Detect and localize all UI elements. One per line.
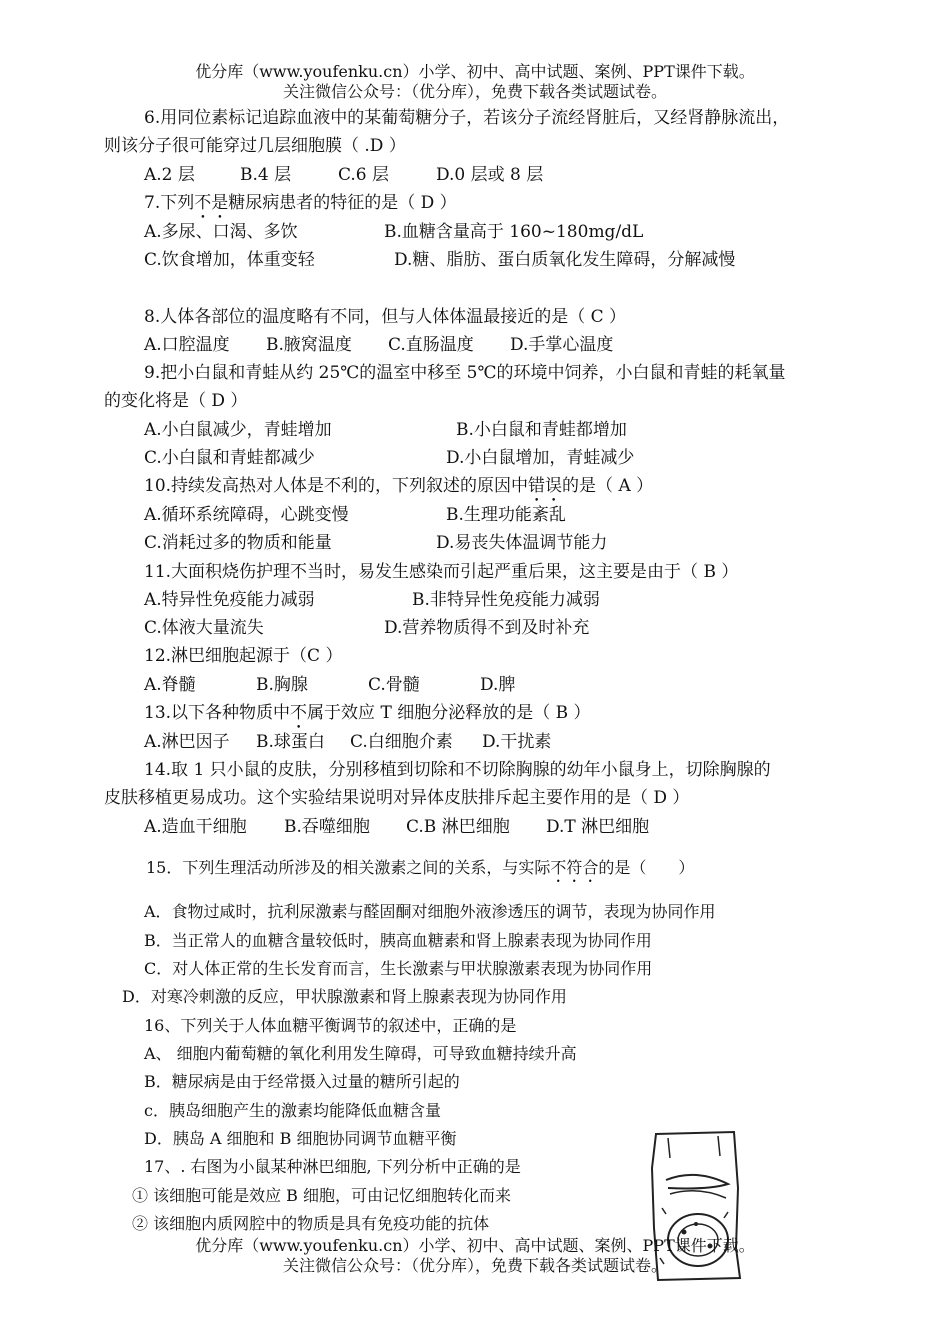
q16-option-d: D．胰岛 A 细胞和 B 细胞协同调节血糖平衡 — [144, 1129, 457, 1148]
q7-stem-post: 糖尿病患者的特征的是（ D ） — [228, 193, 457, 213]
q11-option-d: D.营养物质得不到及时补充 — [384, 618, 590, 638]
q8-option-d: D.手掌心温度 — [510, 335, 614, 355]
q8-option-c: C.直肠温度 — [388, 335, 474, 355]
q7-option-c: C.饮食增加，体重变轻 — [144, 250, 315, 270]
q11-stem: 11.大面积烧伤护理不当时，易发生感染而引起严重后果，这主要是由于（ B ） — [144, 562, 739, 582]
q14-option-d: D.T 淋巴细胞 — [546, 817, 650, 837]
q10-stem — [144, 475, 653, 506]
q9-option-c: C.小白鼠和青蛙都减少 — [144, 448, 315, 468]
q16-option-b: B．糖尿病是由于经常摄入过量的糖所引起的 — [144, 1072, 460, 1091]
q6-option-c: C.6 层 — [338, 165, 390, 185]
q7-option-b: B.血糖含量高于 160~180mg/dL — [384, 222, 644, 242]
q13-stem — [144, 702, 591, 733]
q7-stem — [144, 192, 457, 223]
q13-stem-post: 属于效应 T 细胞分泌释放的是（ B ） — [307, 703, 591, 723]
q7-option-d: D.糖、脂肪、蛋白质氧化发生障碍，分解减慢 — [394, 250, 736, 270]
q7-stem-pre: 7.下列 — [144, 193, 195, 213]
q6-stem-line1: 6.用同位素标记追踪血液中的某葡萄糖分子，若该分子流经肾脏后，又经肾静脉流出， — [144, 108, 790, 128]
q6-option-a: A.2 层 — [144, 165, 195, 185]
q10-option-b: B.生理功能紊乱 — [446, 505, 566, 525]
q7-option-a: A.多尿、口渴、多饮 — [144, 222, 298, 242]
q13-option-d: D.干扰素 — [482, 732, 552, 752]
q16-option-c: c．胰岛细胞产生的激素均能降低血糖含量 — [144, 1101, 441, 1120]
q12-option-a: A.脊髓 — [144, 675, 196, 695]
q7-stem-emphasis: 不是 — [194, 193, 229, 213]
q9-stem-line1: 9.把小白鼠和青蛙从约 25℃的温室中移至 5℃的环境中饲养，小白鼠和青蛙的耗氧量 — [144, 363, 786, 383]
q14-option-a: A.造血干细胞 — [144, 817, 247, 837]
footer-line-2: 关注微信公众号：（优分库），免费下载各类试题试卷。 — [282, 1256, 667, 1275]
q8-stem: 8.人体各部位的温度略有不同，但与人体体温最接近的是（ C ） — [144, 307, 627, 327]
q17-statement-1: ① 该细胞可能是效应 B 细胞，可由记忆细胞转化而来 — [132, 1186, 512, 1205]
q11-option-a: A.特异性免疫能力减弱 — [144, 590, 315, 610]
q10-option-a: A.循环系统障碍，心跳变慢 — [144, 505, 349, 525]
q10-stem-pre: 10.持续发高热对人体是不利的，下列叙述的原因中 — [144, 476, 529, 496]
q16-stem: 16、下列关于人体血糖平衡调节的叙述中，正确的是 — [144, 1016, 517, 1035]
q15-stem-post: 的是（ ） — [598, 858, 695, 877]
q6-option-b: B.4 层 — [240, 165, 292, 185]
q12-option-d: D.脾 — [480, 675, 516, 695]
q11-option-c: C.体液大量流失 — [144, 618, 264, 638]
q13-option-c: C.白细胞介素 — [350, 732, 453, 752]
q9-option-a: A.小白鼠减少，青蛙增加 — [144, 420, 332, 440]
q12-option-c: C.骨髓 — [368, 675, 420, 695]
q15-option-c: C．对人体正常的生长发育而言，生长激素与甲状腺激素表现为协同作用 — [144, 959, 653, 978]
q13-option-b: B.球蛋白 — [256, 732, 325, 752]
q13-option-a: A.淋巴因子 — [144, 732, 230, 752]
q17-statement-2: ② 该细胞内质网腔中的物质是具有免疫功能的抗体 — [132, 1214, 490, 1233]
q9-stem-line2: 的变化将是（ D ） — [104, 391, 248, 411]
q15-stem-pre: 15．下列生理活动所涉及的相关激素之间的关系，与实际 — [146, 858, 551, 877]
q10-option-c: C.消耗过多的物质和能量 — [144, 533, 332, 553]
q13-stem-pre: 13.以下各种物质中 — [144, 703, 291, 723]
q14-option-c: C.B 淋巴细胞 — [406, 817, 510, 837]
q16-option-a: A、 细胞内葡萄糖的氧化利用发生障碍，可导致血糖持续升高 — [144, 1044, 577, 1063]
q15-option-d: D．对寒冷刺激的反应，甲状腺激素和肾上腺素表现为协同作用 — [122, 987, 567, 1006]
q12-stem: 12.淋巴细胞起源于（C ） — [144, 646, 343, 666]
footer-line-1: 优分库（www.youfenku.cn）小学、初中、高中试题、案例、PPT课件下载。 — [195, 1236, 755, 1255]
q8-option-b: B.腋窝温度 — [266, 335, 352, 355]
q8-option-a: A.口腔温度 — [144, 335, 230, 355]
q17-stem: 17、. 右图为小鼠某种淋巴细胞, 下列分析中正确的是 — [144, 1157, 521, 1176]
q14-stem-line1: 14.取 1 只小鼠的皮肤，分别移植到切除和不切除胸腺的幼年小鼠身上，切除胸腺的 — [144, 760, 771, 780]
q15-stem-emphasis: 不符合 — [550, 858, 599, 877]
q12-option-b: B.胸腺 — [256, 675, 308, 695]
header-line-2: 关注微信公众号：（优分库），免费下载各类试题试卷。 — [282, 82, 667, 101]
q11-option-b: B.非特异性免疫能力减弱 — [412, 590, 600, 610]
q10-option-d: D.易丧失体温调节能力 — [436, 533, 608, 553]
q10-stem-post: 的是（ A ） — [562, 476, 654, 496]
q15-option-b: B．当正常人的血糖含量较低时，胰高血糖素和肾上腺素表现为协同作用 — [144, 931, 652, 950]
q15-option-a: A．食物过咸时，抗利尿激素与醛固酮对细胞外液渗透压的调节，表现为协同作用 — [144, 902, 716, 921]
q6-stem-line2: 则该分子很可能穿过几层细胞膜（ .D ） — [104, 136, 406, 156]
q10-stem-emphasis: 错误 — [528, 476, 563, 496]
q14-stem-line2: 皮肤移植更易成功。这个实验结果说明对异体皮肤排斥起主要作用的是（ D ） — [104, 788, 690, 808]
header-line-1: 优分库（www.youfenku.cn）小学、初中、高中试题、案例、PPT课件下载。 — [195, 62, 755, 81]
page-footer — [0, 1236, 950, 1276]
q13-stem-emphasis: 不 — [290, 703, 308, 723]
q9-option-b: B.小白鼠和青蛙都增加 — [456, 420, 627, 440]
q15-stem — [146, 857, 694, 886]
q9-option-d: D.小白鼠增加，青蛙减少 — [446, 448, 635, 468]
q14-option-b: B.吞噬细胞 — [284, 817, 370, 837]
q6-option-d: D.0 层或 8 层 — [436, 165, 544, 185]
page-header — [0, 62, 950, 102]
